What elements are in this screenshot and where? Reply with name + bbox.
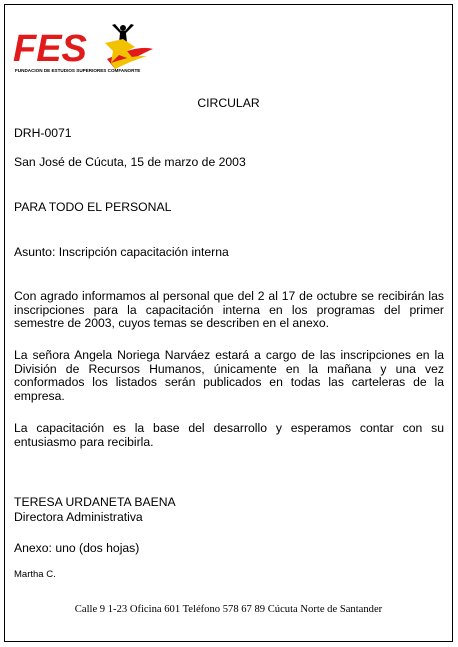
body-paragraph-1: Con agrado informamos al personal que del 2 al 17 de octubre se recibirán las inscripciones para la capacitación interna en los programas del primer semestre de 2003, cuyos temas se describen en el anexo.	[14, 289, 444, 331]
body-paragraph-2: La señora Angela Noriega Narváez estará a cargo de las inscripciones en la División de Recursos Humanos, únicamente en la mañana y una vez conformados los listados serán publicados en todas las carteleras de la empresa.	[14, 348, 444, 404]
subject: Asunto: Inscripción capacitación interna	[14, 245, 229, 259]
letter-page	[4, 4, 453, 642]
footer-address: Calle 9 1-23 Oficina 601 Teléfono 578 67 89 Cúcuta Norte de Santander	[74, 604, 383, 615]
logo-text: FES	[13, 28, 87, 70]
recipient: PARA TODO EL PERSONAL	[14, 200, 172, 214]
signer-name: TERESA URDANETA BAENA	[14, 495, 176, 509]
signer-title: Directora Administrativa	[14, 510, 143, 524]
reference-number: DRH-0071	[14, 126, 72, 140]
fes-logo	[11, 23, 161, 75]
logo-subtitle: FUNDACION DE ESTUDIOS SUPERIORES COMFANORTE	[15, 68, 141, 73]
annex-note: Anexo: uno (dos hojas)	[14, 541, 140, 555]
body-paragraph-3: La capacitación es la base del desarrollo y esperamos contar con su entusiasmo para recibirla.	[14, 421, 444, 449]
typist-initials: Martha C.	[14, 569, 56, 580]
document-type: CIRCULAR	[197, 96, 260, 110]
place-date: San José de Cúcuta, 15 de marzo de 2003	[14, 155, 246, 169]
